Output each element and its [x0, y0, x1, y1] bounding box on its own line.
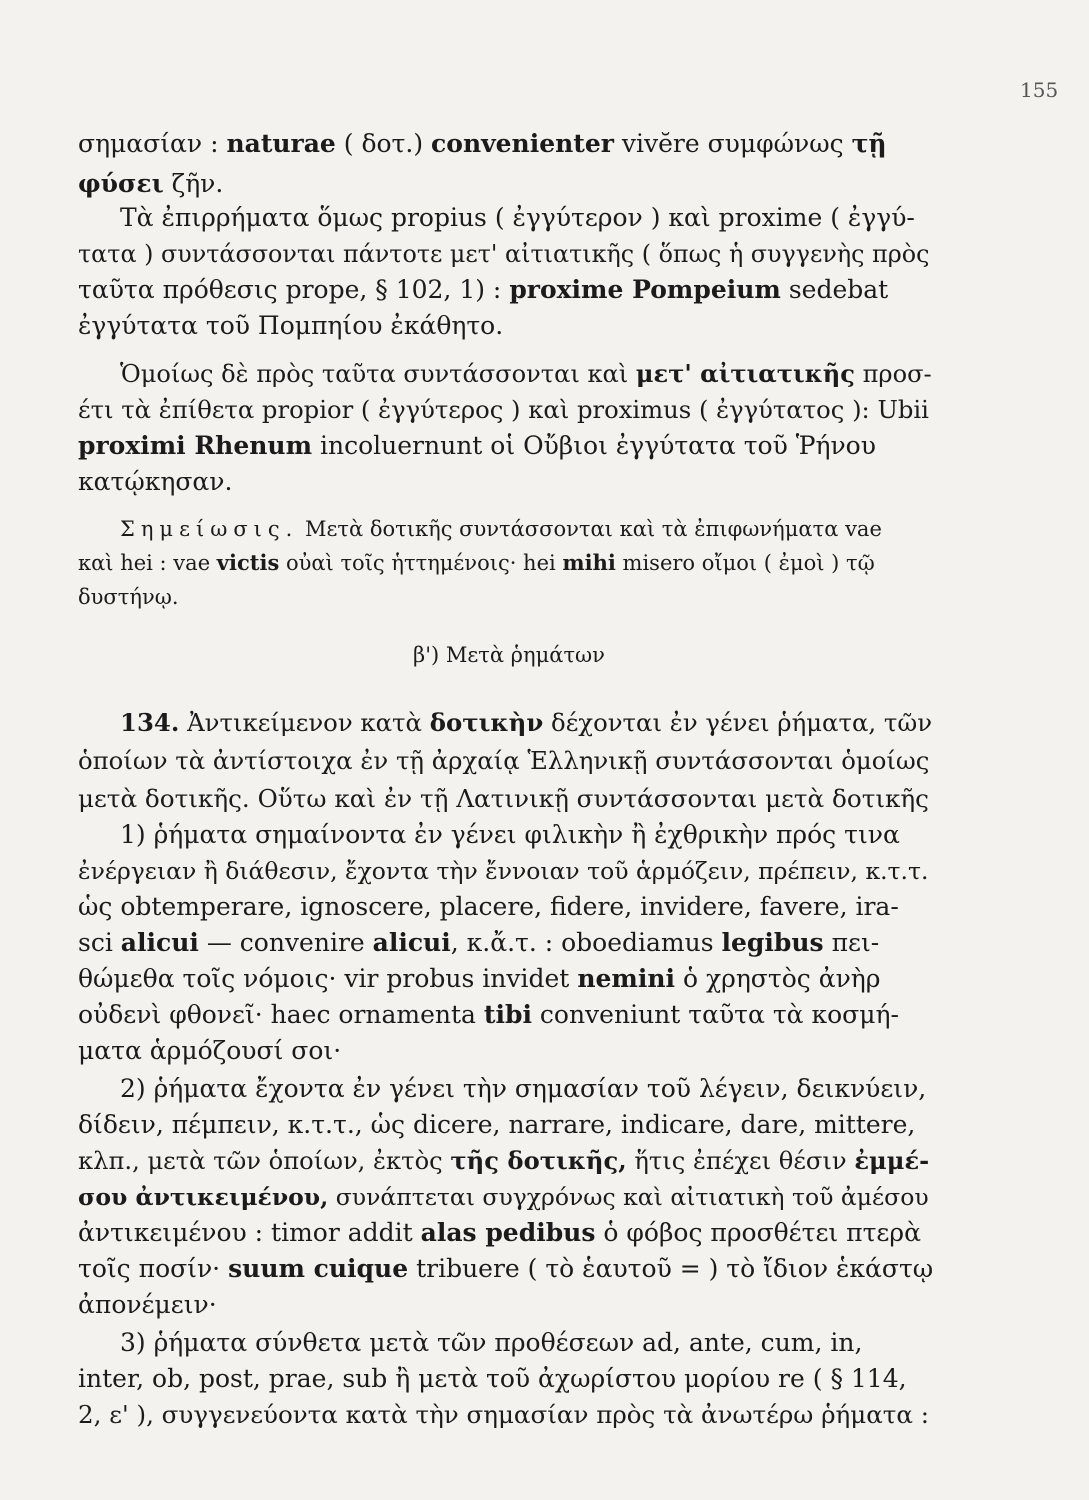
page-number: 155 [1020, 78, 1059, 102]
note-line: δυστήνῳ. [78, 585, 179, 609]
text-line: σου ἀντικειμένου, συνάπτεται συγχρόνως καὶ αἰτιατικὴ τοῦ ἀμέσου [78, 1183, 929, 1211]
text-line: έτι τὰ ἐπίθετα propior ( ἐγγύτερος ) καὶ proximus ( ἐγγύτατος ): Ubii [78, 395, 929, 424]
text-line: 134. Ἀντικείμενον κατὰ δοτικὴν δέχονται ἐν γένει ῥήματα, τῶν [120, 708, 933, 737]
text-line: θώμεθα τοῖς νόμοις· vir probus invidet nemini ὁ χρηστὸς ἀνὴρ [78, 964, 881, 993]
text-line: ἀντικειμένου : timor addit alas pedibus ὁ φόβος προσθέτει πτερὰ [78, 1218, 921, 1247]
text-line: ματα ἁρμόζουσί σοι· [78, 1036, 342, 1065]
text-line: σημασίαν : naturae ( δοτ.) convenienter vivĕre συμφώνως τῇ [78, 129, 887, 158]
text-line: inter, ob, post, prae, sub ἢ μετὰ τοῦ ἀχωρίστου μορίου re ( § 114, [78, 1364, 907, 1393]
text-line: κλπ., μετὰ τῶν ὁποίων, ἐκτὸς τῆς δοτικῆς, ἥτις ἐπέχει θέσιν ἐμμέ- [78, 1146, 930, 1175]
note-line: καὶ hei : vae victis οὐαὶ τοῖς ἡττημένοις· hei mihi misero οἴμοι ( ἐμοὶ ) τῷ [78, 550, 875, 575]
text-line: μετὰ δοτικῆς. Οὕτω καὶ ἐν τῇ Λατινικῇ συντάσσονται μετὰ δοτικῆς [78, 784, 929, 813]
text-line: 2) ῥήματα ἔχοντα ἐν γένει τὴν σημασίαν τοῦ λέγειν, δεικνύειν, [120, 1074, 927, 1103]
text-line: proximi Rhenum incoluernunt οἱ Οὔβιοι ἐγγύτατα τοῦ Ῥήνου [78, 431, 876, 460]
text-line: ἐγγύτατα τοῦ Πομπηίου ἐκάθητο. [78, 311, 504, 340]
text-line: ἀπονέμειν· [78, 1290, 217, 1319]
text-line: ὡς obtemperare, ignoscere, placere, fidere, invidere, favere, ira- [78, 892, 899, 921]
text-line: 3) ῥήματα σύνθετα μετὰ τῶν προθέσεων ad, ante, cum, in, [120, 1328, 863, 1357]
text-line: οὐδενὶ φθονεῖ· haec ornamenta tibi conveniunt ταῦτα τὰ κοσμή- [78, 1000, 899, 1029]
text-line: Ὁμοίως δὲ πρὸς ταῦτα συντάσσονται καὶ μετ' αἰτιατικῆς προσ- [120, 359, 932, 388]
text-line: sci alicui — convenire alicui, κ.ἄ.τ. : oboediamus legibus πει- [78, 928, 880, 957]
text-line: κατῴκησαν. [78, 467, 233, 496]
text-line: ἐνέργειαν ἢ διάθεσιν, ἔχοντα τὴν ἔννοιαν τοῦ ἁρμόζειν, πρέπειν, κ.τ.τ. [78, 857, 929, 885]
text-line: φύσει ζῆν. [78, 169, 224, 198]
text-line: τοῖς ποσίν· suum cuique tribuere ( τὸ ἑαυτοῦ = ) τὸ ἴδιον ἑκάστῳ [78, 1254, 934, 1283]
text-line: Τὰ ἐπιρρήματα ὅμως propius ( ἐγγύτερον ) καὶ proxime ( ἐγγύ- [120, 203, 915, 232]
section-number: 134. [120, 708, 180, 737]
text-line: 2, ε' ), συγγενεύοντα κατὰ τὴν σημασίαν πρὸς τὰ ἀνωτέρω ῥήματα : [78, 1400, 930, 1429]
text-line: ὁποίων τὰ ἀντίστοιχα ἐν τῇ ἀρχαίᾳ Ἑλληνικῇ συντάσσονται ὁμοίως [78, 746, 930, 775]
section-heading: β') Μετὰ ῥημάτων [413, 643, 605, 667]
text-line: 1) ῥήματα σημαίνοντα ἐν γένει φιλικὴν ἢ ἐχθρικὴν πρός τινα [120, 820, 900, 849]
text-line: ταῦτα πρόθεσις prope, § 102, 1) : proxime Pompeium sedebat [78, 275, 889, 304]
text-line: τατα ) συντάσσονται πάντοτε μετ' αἰτιατικῆς ( ὅπως ἡ συγγενὴς πρὸς [78, 240, 930, 268]
note-label: Σημείωσις. [120, 517, 299, 541]
text-line: δίδειν, πέμπειν, κ.τ.τ., ὡς dicere, narrare, indicare, dare, mittere, [78, 1110, 916, 1139]
note-line: Σημείωσις. Μετὰ δοτικῆς συντάσσονται καὶ τὰ ἐπιφωνήματα vae [120, 517, 882, 541]
